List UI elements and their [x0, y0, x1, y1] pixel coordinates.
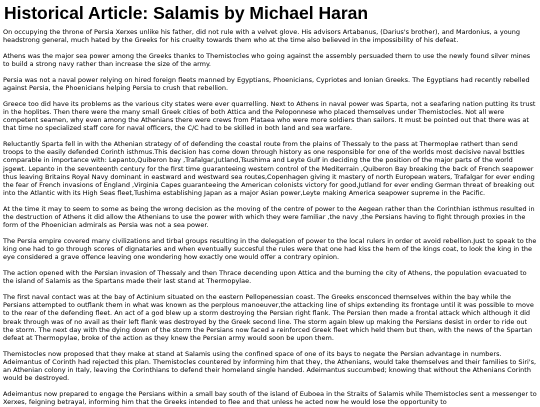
article-paragraph: On occupying the throne of Persia Xerxes unlike his father, did not rule with a velvet glove. His advisors Artabanus, (Darius's brother), and Mardonius, a young headstrong general, much hated by the Greeks for his cruelty towards them who at the time also believed in the impossibility of his defeat.: [3, 28, 521, 45]
article-paragraph: The Persia empire covered many civilizations and tirbal groups resulting in the delegation of power to the local rulers in order ot avoid rebellion.Just to speak to the king one had to go through scores of dignataries and when eventually succesful the rules were that one had kiss the hem of the kings coat, to look the king in the eye considered a grave offence leaving one wondering how exactly one would offer a contrary opinion.: [3, 237, 537, 262]
article-paragraph: Adeimantus now prepared to engage the Persians within a small bay south of the island of Euboea in the Straits of Salamis while Themistocles sent a messenger to Xerxes, feigning betrayal, informing him that the Greeks intended to flee and that unless he acted now he would lose the opportunity to: [3, 390, 537, 407]
article-paragraph: Themistocles now proposed that they make at stand at Salamis using the confined space of one of its bays to negate the Persian advantage in numbers. Adeimantus of Corinth had rejected this plan. Themistocles countered by informing him that they, the Athenians, would take themselves and their families to Siri's, an Athenian colony in Italy, leaving the Corinthians to defend their homeland single handed. Adeimantus succumbed; knowing that without the Athenians Corinth would be destroyed.: [3, 349, 537, 383]
article-paragraph: The action opened with the Persian invasion of Thessaly and then Thrace decending upon Attica and the burning the city of Athens, the population evacuated to the island of Salamis as the Spartans made their last stand at Thermopylae.: [3, 269, 527, 286]
article-paragraph: At the time it may to seem to some as being the wrong decision as the moving of the centre of power to the Aegean rather than the Corinthian isthmus resulted in the destruction of Athens it did allow the Athenians to use the power with which they were familiar ,the navy ,the Persians having to fight through proxies in the form of the Phoenician admirals as Persia was not a sea power.: [3, 204, 535, 230]
article-paragraph: The first naval contact was at the bay of Actinium situated on the eastern Pellopenessian coast. The Greeks ensconced themselves within the bay while the Persians attempted to outflank them in what was known as the perplous manoeuver,the attacking line of ships extending its frontage until it was possible to move to the rear of the defending fleet. An act of a god blew up a storm destroying the Persian right flank. The Persian then made a frontal attack which although it did break through was of no avail as their left flank was destroyed by the Greek second line. The storm again blew up making the Persians desist in order to ride out the storm. The next day with the dying down of the storm the Persians now faced a reinforced Greek fleet which held them but then, with the news of the Spartan defeat at Thermopylae, broke of the action as they knew the Persian army would soon be upon them.: [3, 293, 534, 343]
article-paragraph: Greece too did have its problems as the various city states were ever quarrelling. Next to Athens in naval power was Sparta, not a seafaring nation putting its trust in the hoplites. Then there were the many small Greek cities of both Attica and the Peloponnese who placed themselves under Themistocles. Not all were competent seamen, why even among the Athenians there were crews from Plataea who were more soldiers than sailors. It must be pointed out that there was at that time no specialized staff core for naval officers, the C/C had to be skilled in both land and sea warfare.: [3, 99, 536, 133]
article-paragraph: Persia was not a naval power relying on hired foreign fleets manned by Egyptians, Phoenicians, Cypriotes and Ionian Greeks. The Egyptians had recently rebelled against Persia, the Phoenicians helping Persia to crush that rebellion.: [3, 75, 530, 93]
article-title: Historical Article: Salamis by Michael Haran: [4, 3, 369, 23]
article-paragraph: Reluctantly Sparta fell in with the Athenian strategy of of defending the coastal route from the plains of Thessaly to the pass at Thermoplae rathert than send troops to the easily defended Corinth isthmus.This decision has come down through history as one responsible for one of the worlds most decisive naval bsttles comparable in importance with: Lepanto,Quiberon bay ,Trafalgar,Jutland,Tsushima and Leyte Gulf in deciding the the position of the major parts of the world jsgewt. Lepanto in the seventeenth century for the first time guaranteeing western control of the Mediterrain ,Quiberon Bay breaking the back of French seapower thus leaving Britains Royal Navy dominant in eastward and westward sea routes,Copenhagen giving it mastery of north European waters, Trafalgar for ever ending the fear of French invasions of England ,Virginia Capes guaranteeing the American colonists victory for good,Jutland for ever ending German threat of breaking out into the Atlantic with its High Seas fleet,Tushima establishing Japan as a major Asian power,Leyte making America seapower supreme in the Pacific.: [3, 140, 535, 198]
article-paragraph: Athens was the major sea power among the Greeks thanks to Themistocles who going against the assembly persuaded them to use the newly found silver mines to build a strong navy rather than increase the size of the army.: [3, 51, 531, 69]
